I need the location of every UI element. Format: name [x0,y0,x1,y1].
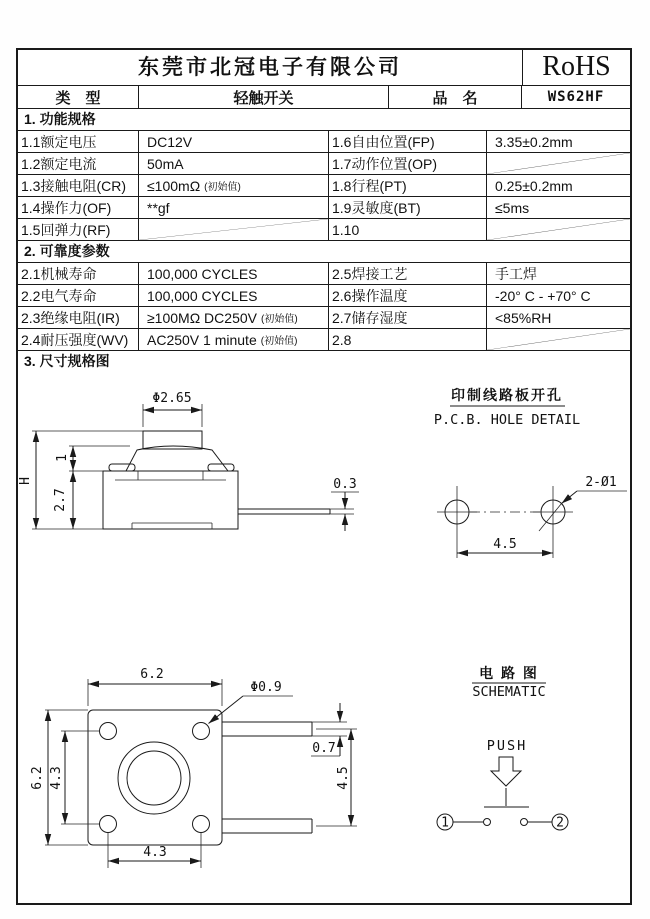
empty-cell-slash [487,329,630,350]
schematic-title-cn: 电 路 图 [479,665,539,681]
spec-value: 100,000 CYCLES [139,263,329,284]
spec-value-empty [487,153,630,174]
company-name: 东莞市北冠电子有限公司 [138,55,402,79]
schematic-drawing [437,665,568,831]
spec-label: 2.3绝缘电阻(IR) [18,307,139,328]
spec-value: ≥100MΩ DC250V (初始值) [139,307,329,328]
contact-right [521,819,528,826]
dim-stem-diameter: Φ2.65 [152,391,192,406]
spec-label: 1.1额定电压 [18,131,139,152]
empty-cell-slash [139,219,328,240]
spec-value: ≤100mΩ (初始值) [139,175,329,196]
spec-label: 1.3接触电阻(CR) [18,175,139,196]
spec-label: 2.4耐压强度(WV) [18,329,139,350]
dimension-drawings [18,372,630,903]
product-name-value: WS62HF [547,89,605,105]
spec-label: 1.4操作力(OF) [18,197,139,218]
switch-lead-side [238,509,330,514]
spec-label: 1.5回弹力(RF) [18,219,139,240]
type-label: 类 型 [18,86,139,108]
spec-row [18,197,630,219]
document-frame [16,48,632,905]
spec-label: 1.2额定电流 [18,153,139,174]
bottom-view-drawing [30,667,357,868]
dim-hole-pitch-v: 4.3 [49,766,64,790]
pcb-hole-spec: 2-Ø1 [585,475,617,490]
dim-lead-width: 0.7 [312,741,336,756]
terminal-1-label: 1 [441,815,449,831]
spec-value: 0.25±0.2mm [495,177,573,194]
spec-label: 2.1机械寿命 [18,263,139,284]
spec-label: 1.8行程(PT) [329,175,487,196]
spec-value: -20° C - +70° C [495,287,591,304]
spec-label: 2.8 [329,329,487,350]
rivet-hole [100,723,117,740]
spec-value: 50mA [139,153,329,174]
rivet-hole [193,723,210,740]
dim-body-width: 6.2 [140,667,164,682]
pcb-title-cn: 印制线路板开孔 [451,387,563,403]
section3-header: 3. 尺寸规格图 [24,353,110,369]
spec-label: 1.7动作位置(OP) [329,153,487,174]
spec-value-empty [487,219,630,240]
spec-value: 3.35±0.2mm [495,133,573,150]
side-view-drawing [18,391,359,531]
button-outer-circle [118,742,190,814]
pcb-hole-pitch: 4.5 [493,537,517,552]
spec-row [18,285,630,307]
push-label: PUSH [486,738,528,754]
cover-tab-left [109,464,135,471]
spec-row [18,153,630,175]
product-name-label: 品 名 [389,86,522,108]
spec-label: 2.6操作温度 [329,285,487,306]
cover-tab-right [208,464,234,471]
pcb-hole-detail-drawing [434,387,627,558]
button-inner-circle [127,751,181,805]
dim-lead-pitch: 4.5 [336,766,351,790]
section2-header: 2. 可靠度参数 [18,241,630,263]
title-bar [18,50,630,86]
contact-left [484,819,491,826]
dim-body-height2: 6.2 [30,766,45,790]
spec-value: 100,000 CYCLES [139,285,329,306]
switch-lead-top [222,722,312,736]
spec-label: 2.2电气寿命 [18,285,139,306]
spec-row [18,219,630,241]
spec-label: 2.5焊接工艺 [329,263,487,284]
rohs-mark: RoHS [522,50,630,85]
dimension-drawing-area [18,372,630,903]
spec-label: 1.10 [329,219,487,240]
spec-value: DC12V [139,131,329,152]
switch-lead-bottom [222,819,312,833]
rivet-hole [193,816,210,833]
spec-value: ≤5ms [495,199,530,216]
spec-row [18,329,630,351]
rivet-hole [100,816,117,833]
dim-hole-diameter: Φ0.9 [250,680,282,695]
spec-value-empty [139,219,329,240]
switch-dome [126,446,228,471]
spec-row [18,263,630,285]
pcb-title-en: P.C.B. HOLE DETAIL [433,412,581,428]
switch-base-outline [88,710,222,845]
spec-value: AC250V 1 minute (初始值) [139,329,329,350]
spec-label: 2.7储存湿度 [329,307,487,328]
dim-hole-pitch-h: 4.3 [143,845,167,860]
empty-cell-slash [487,219,630,240]
section1-header: 1. 功能规格 [18,109,630,131]
terminal-2-label: 2 [556,815,564,831]
spec-value: 手工焊 [495,265,537,282]
spec-row [18,307,630,329]
spec-label: 1.9灵敏度(BT) [329,197,487,218]
spec-label: 1.6自由位置(FP) [329,131,487,152]
dim-dome-height: 1 [55,454,70,462]
spec-row [18,131,630,153]
spec-value: <85%RH [495,309,552,326]
type-value: 轻触开关 [139,86,389,108]
push-arrow-icon [491,757,521,786]
dim-lead-thickness: 0.3 [333,477,357,492]
dim-total-height: H [18,477,33,485]
schematic-title-en: SCHEMATIC [472,684,546,700]
spec-value-empty [487,329,630,350]
empty-cell-slash [487,153,630,174]
spec-value: **gf [139,197,329,218]
type-row [18,86,630,109]
dim-body-height: 2.7 [53,488,68,512]
spec-row [18,175,630,197]
